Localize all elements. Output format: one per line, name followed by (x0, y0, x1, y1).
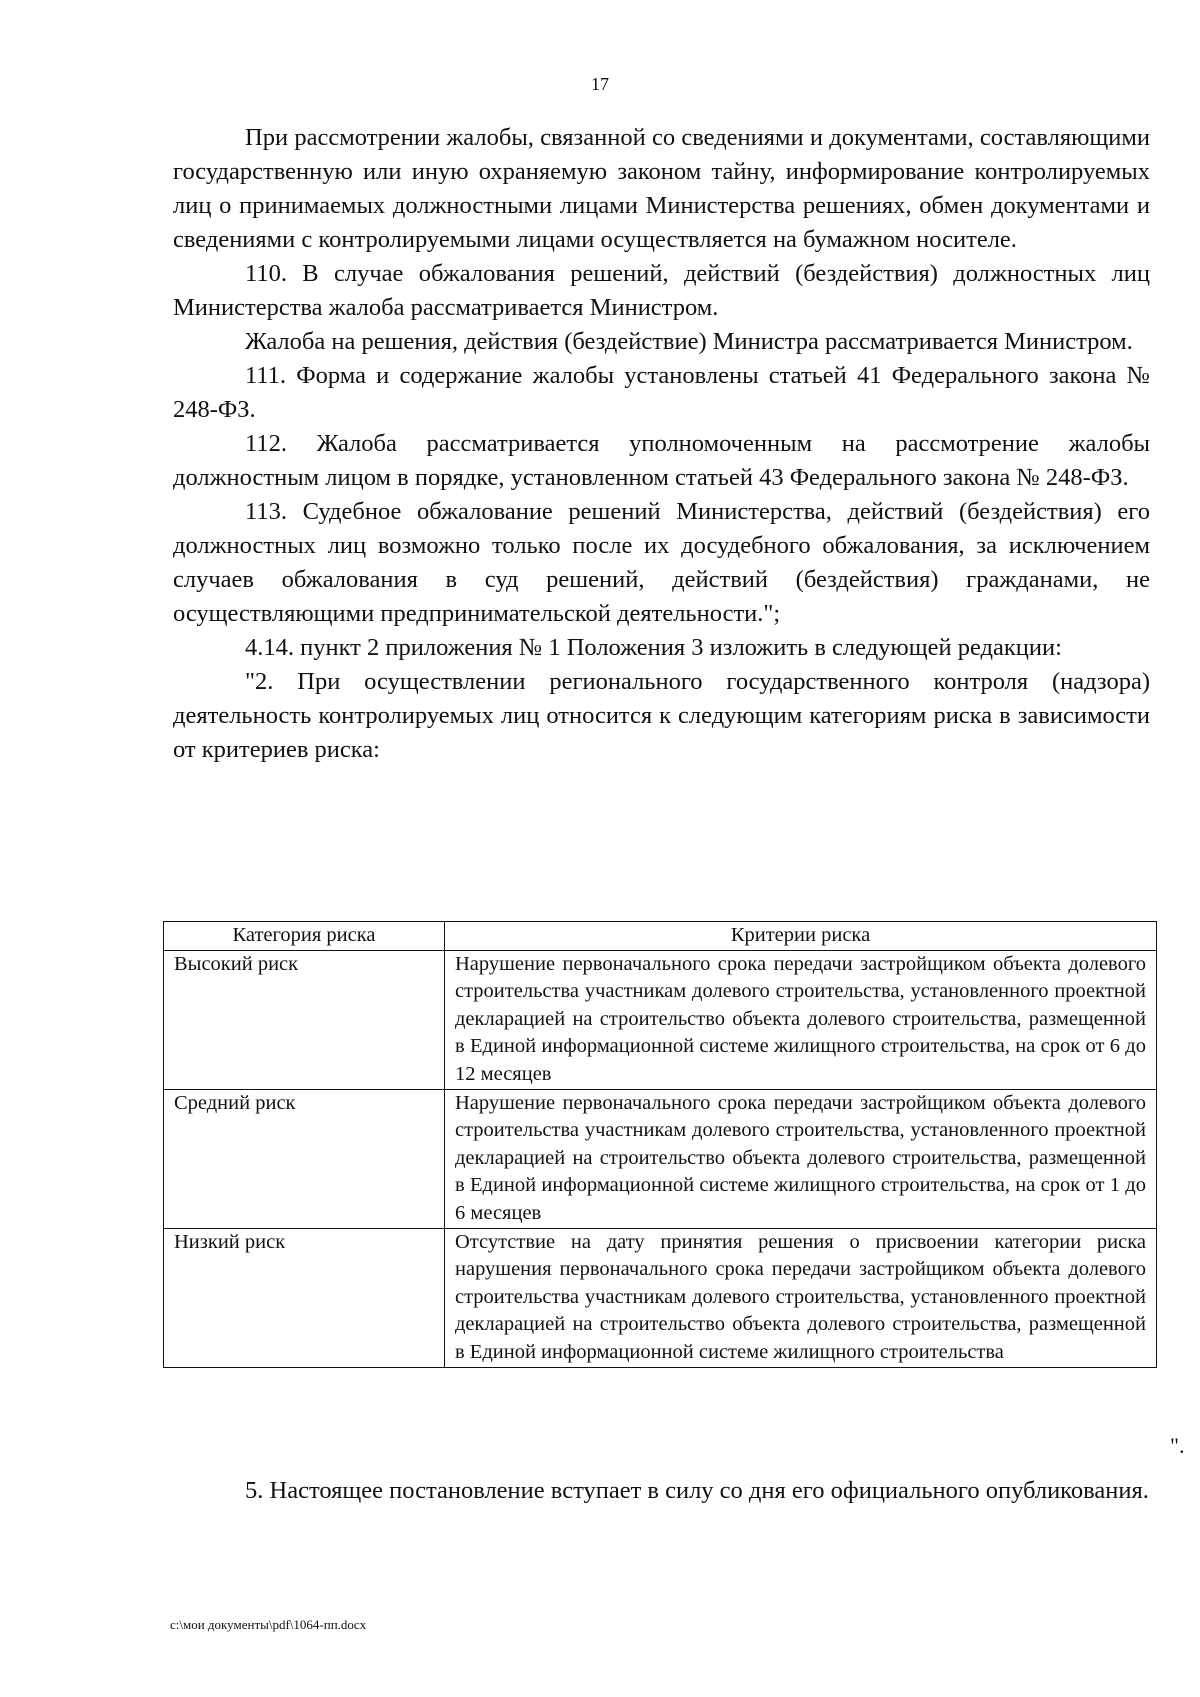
paragraph-minister-complaint: Жалоба на решения, действия (бездействие) Министра рассматривается Министром. (245, 328, 1133, 355)
table-row (164, 950, 1157, 1089)
table-row (164, 1228, 1157, 1367)
column-header-criteria: Критерии риска (445, 922, 1157, 951)
table-closing-quote: ". (1170, 1433, 1185, 1458)
risk-category-cell: Высокий риск (164, 950, 445, 1089)
risk-criteria-cell: Нарушение первоначального срока передачи застройщиком объекта долевого строительства участникам долевого строительства, установленного проектной декларацией на строительство объекта долевого строительства, размещенной в Единой информационной системе жилищного строительства, на срок от 1 до 6 месяцев (445, 1089, 1157, 1228)
risk-category-cell: Низкий риск (164, 1228, 445, 1367)
risk-criteria-cell: Отсутствие на дату принятия решения о присвоении категории риска нарушения первоначального срока передачи застройщиком объекта долевого строительства участникам долевого строительства, установленного проектной декларацией на строительство объекта долевого строительства, размещенной в Единой информационной системе жилищного строительства (445, 1228, 1157, 1367)
table-row (164, 1089, 1157, 1228)
risk-criteria-cell: Нарушение первоначального срока передачи застройщиком объекта долевого строительства участникам долевого строительства, установленного проектной декларацией на строительство объекта долевого строительства, размещенной в Единой информационной системе жилищного строительства, на срок от 6 до 12 месяцев (445, 950, 1157, 1089)
table-header-row (164, 922, 1157, 951)
paragraph-complaint-secrecy: При рассмотрении жалобы, связанной со сведениями и документами, составляющими государственную или иную охраняемую законом тайну, информирование контролируемых лиц о принимаемых должностными лицами Министерства решениях, обмен документами и сведениями с контролируемыми лицами осуществляется на бумажном носителе. (173, 124, 1150, 253)
paragraph-4-14: 4.14. пункт 2 приложения № 1 Положения 3 изложить в следующей редакции: (245, 634, 1062, 661)
page-number: 17 (591, 74, 609, 94)
paragraph-113: 113. Судебное обжалование решений Министерства, действий (бездействия) его должностных лиц возможно только после их досудебного обжалования, за исключением случаев обжалования в суд решений, действий (бездействия) гражданами, не осуществляющими предпринимательской деятельности."; (173, 498, 1150, 627)
footer-file-path: c:\мои документы\pdf\1064-пп.docx (170, 1617, 367, 1632)
paragraph-risk-categories-intro: "2. При осуществлении регионального государственного контроля (надзора) деятельность контролируемых лиц относится к следующим категориям риска в зависимости от критериев риска: (173, 668, 1150, 763)
paragraph-5-entry-into-force: 5. Настоящее постановление вступает в силу со дня его официального опубликования. (245, 1477, 1149, 1504)
column-header-category: Категория риска (164, 922, 445, 951)
paragraph-112: 112. Жалоба рассматривается уполномоченным на рассмотрение жалобы должностным лицом в порядке, установленном статьей 43 Федерального закона № 248-ФЗ. (173, 430, 1150, 491)
paragraph-111: 111. Форма и содержание жалобы установлены статьей 41 Федерального закона № 248-ФЗ. (173, 362, 1150, 423)
document-body (173, 121, 1150, 767)
risk-category-cell: Средний риск (164, 1089, 445, 1228)
paragraph-110: 110. В случае обжалования решений, действий (бездействия) должностных лиц Министерства жалоба рассматривается Министром. (173, 260, 1150, 321)
risk-categories-table (163, 921, 1157, 1368)
